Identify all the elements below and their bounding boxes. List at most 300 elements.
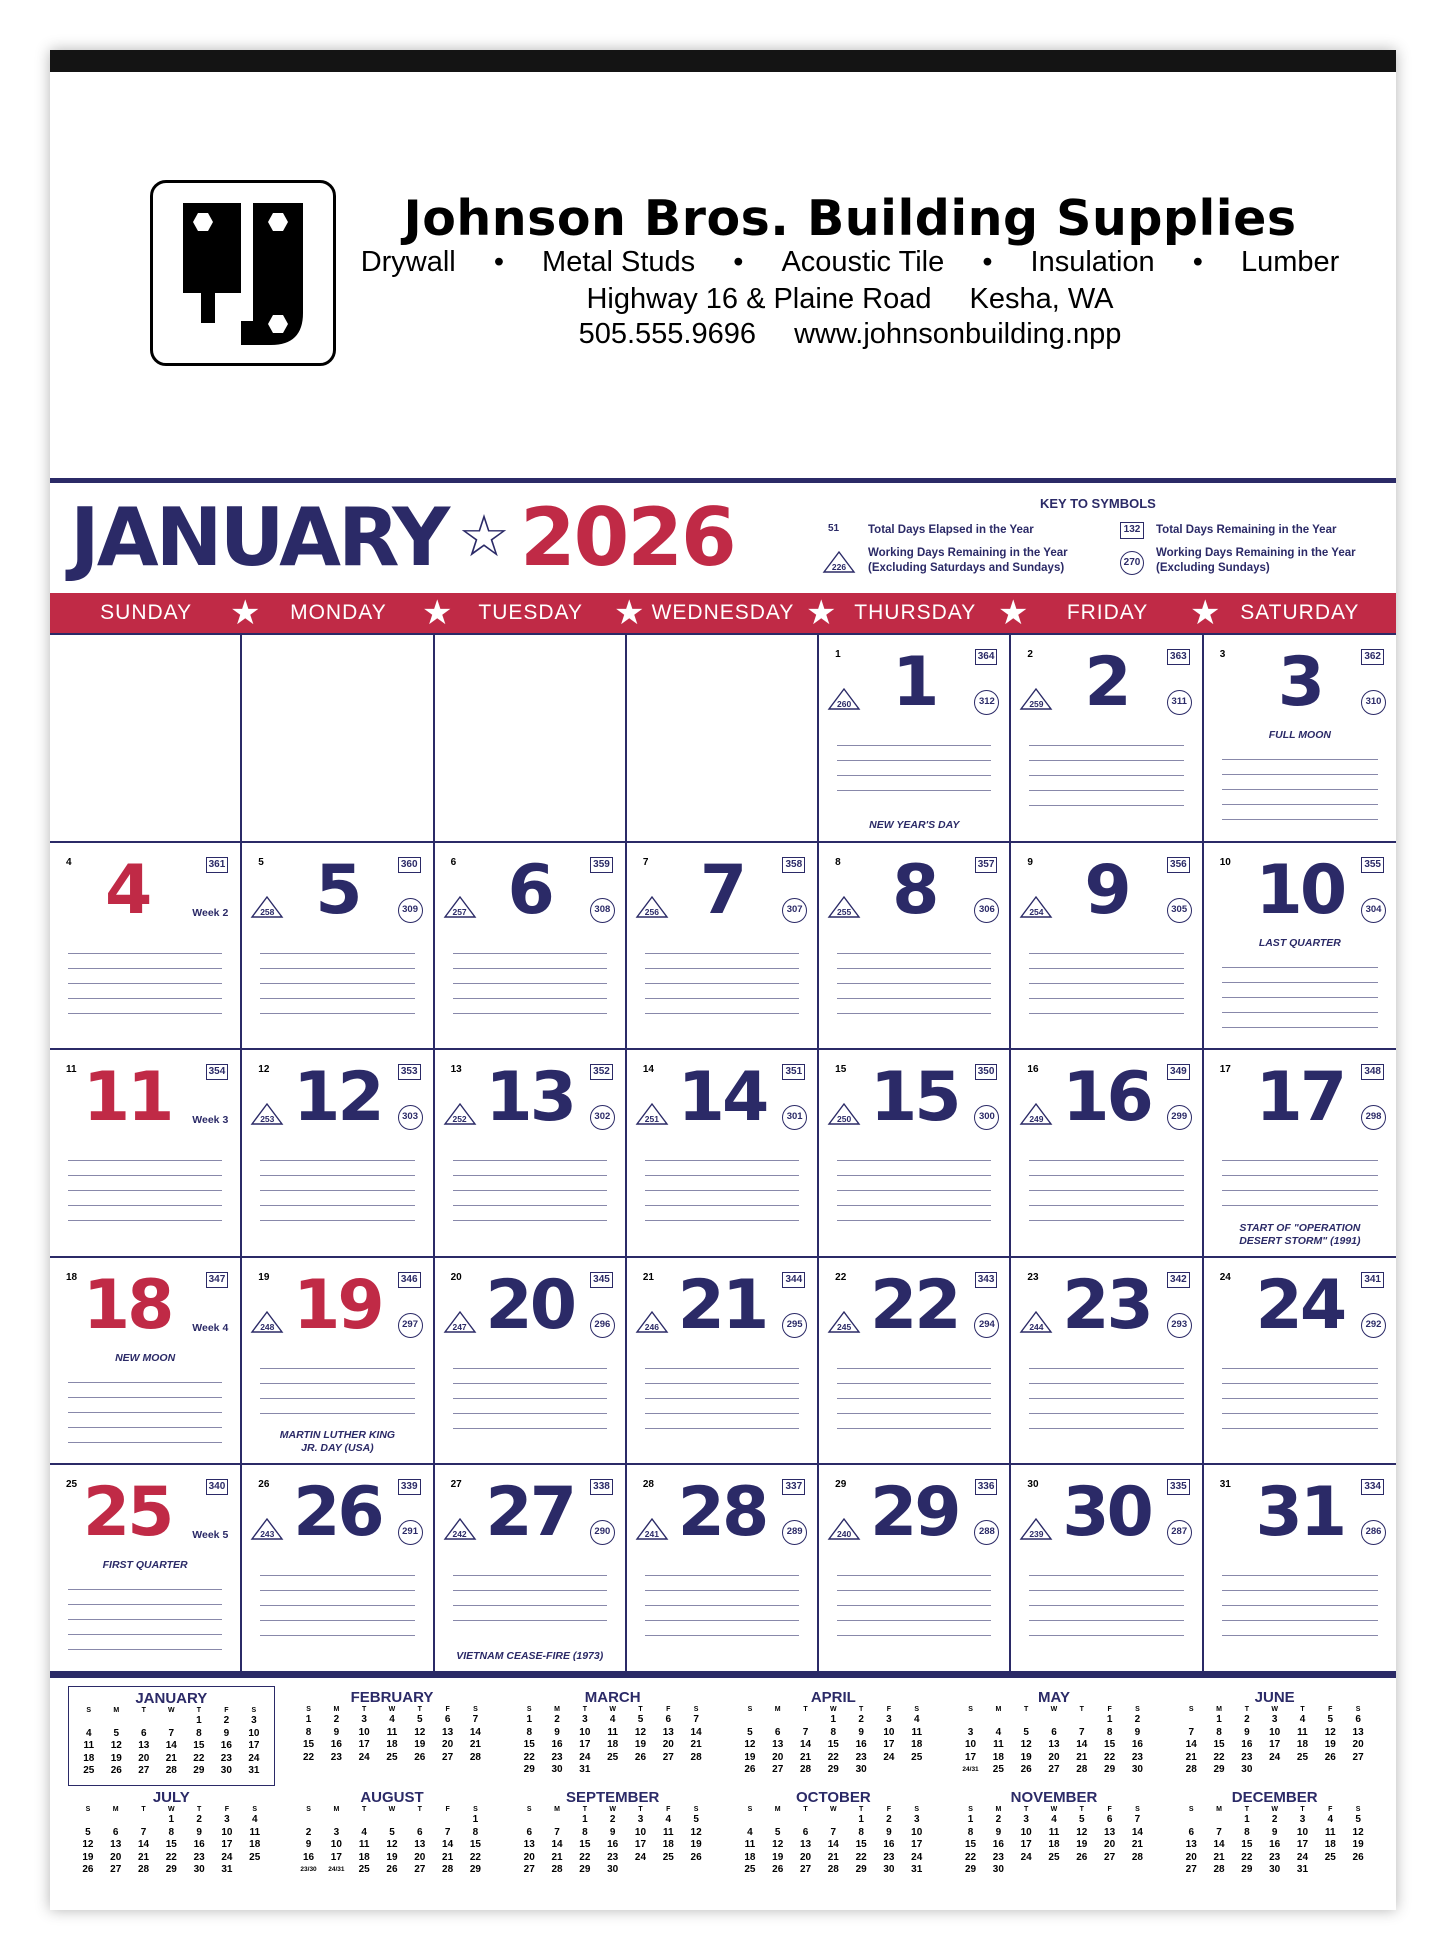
day-number: 7 bbox=[699, 850, 745, 930]
weekday-label: FRIDAY bbox=[1066, 601, 1149, 624]
days-remaining-box: 340 bbox=[206, 1479, 229, 1495]
mini-month bbox=[289, 1686, 496, 1786]
mini-week-row: 26 27 28 29 30 31 bbox=[82, 1864, 233, 1875]
mini-week-row: 1 2 3 4 5 6 7 bbox=[526, 1714, 699, 1725]
day-number: 20 bbox=[485, 1265, 575, 1345]
day-elapsed: 28 bbox=[642, 1479, 654, 1491]
days-remaining-box: 355 bbox=[1361, 857, 1384, 873]
day-cell[interactable] bbox=[1011, 635, 1203, 843]
day-elapsed: 2 bbox=[1027, 649, 1033, 660]
mini-week-row: 3 4 5 6 7 8 9 bbox=[967, 1726, 1141, 1738]
day-number: 31 bbox=[1255, 1473, 1345, 1553]
working-days-circle: 301 bbox=[782, 1105, 807, 1130]
day-number: 26 bbox=[293, 1473, 382, 1553]
product-item: Drywall bbox=[360, 246, 456, 278]
day-elapsed: 8 bbox=[835, 856, 841, 868]
day-cell[interactable] bbox=[819, 1465, 1011, 1673]
day-number: 11 bbox=[82, 1058, 172, 1138]
day-number: 15 bbox=[869, 1058, 959, 1138]
day-number: 3 bbox=[1277, 643, 1323, 722]
day-number: 4 bbox=[104, 850, 150, 930]
mini-month bbox=[730, 1786, 937, 1886]
day-cell[interactable] bbox=[819, 635, 1011, 843]
mini-month-title: JULY bbox=[152, 1789, 190, 1806]
mini-month bbox=[289, 1786, 496, 1886]
key-triangle-sample: 226 bbox=[822, 550, 856, 577]
day-cell[interactable] bbox=[627, 843, 819, 1051]
note-lines bbox=[453, 1146, 607, 1221]
days-remaining-box: 338 bbox=[590, 1479, 613, 1495]
day-elapsed: 24 bbox=[1219, 1271, 1231, 1283]
week-number: Week 5 bbox=[192, 1529, 229, 1542]
days-remaining-box: 344 bbox=[782, 1272, 805, 1288]
mini-week-row: 4 5 6 7 8 9 10 bbox=[85, 1727, 260, 1739]
key-title: KEY TO SYMBOLS bbox=[1040, 496, 1156, 511]
day-cell[interactable] bbox=[242, 843, 434, 1051]
day-elapsed: 27 bbox=[450, 1479, 462, 1491]
days-remaining-box: 348 bbox=[1361, 1064, 1384, 1080]
week-number: Week 2 bbox=[192, 906, 229, 919]
mini-week-row: 22 23 24 25 26 27 28 bbox=[302, 1751, 481, 1763]
note-lines bbox=[645, 939, 799, 1014]
day-number: 24 bbox=[1255, 1265, 1345, 1345]
week-number: Week 3 bbox=[192, 1114, 229, 1127]
week-number: Week 4 bbox=[192, 1321, 229, 1334]
day-number: 30 bbox=[1062, 1473, 1151, 1553]
mini-month bbox=[509, 1786, 716, 1886]
days-remaining-box: 353 bbox=[398, 1064, 421, 1080]
days-remaining-box: 358 bbox=[782, 857, 805, 873]
working-days-circle: 306 bbox=[974, 898, 999, 923]
day-elapsed: 4 bbox=[66, 856, 72, 868]
empty-day-cell bbox=[627, 635, 819, 843]
mini-week-row: 4 5 6 7 8 9 10 bbox=[747, 1826, 923, 1838]
phone-number: 505.555.9696 bbox=[578, 318, 757, 350]
working-days-triangle: 258 bbox=[250, 895, 284, 919]
working-days-triangle: 252 bbox=[443, 1102, 477, 1126]
working-days-circle: 291 bbox=[398, 1520, 423, 1545]
day-elapsed: 25 bbox=[66, 1479, 78, 1491]
mini-week-row: 19 20 21 22 23 24 25 bbox=[82, 1851, 261, 1863]
day-cell[interactable] bbox=[50, 1258, 242, 1466]
weekday-label: WEDNESDAY bbox=[651, 601, 795, 624]
day-number: 6 bbox=[507, 850, 552, 930]
day-cell[interactable] bbox=[1204, 1258, 1396, 1466]
mini-week-row: 6 7 8 9 10 11 12 bbox=[526, 1826, 702, 1838]
working-days-circle: 302 bbox=[590, 1105, 615, 1130]
contact-line bbox=[310, 318, 1390, 351]
note-lines bbox=[260, 1146, 414, 1221]
working-days-circle: 305 bbox=[1167, 898, 1192, 923]
month-title: JANUARY bbox=[70, 491, 448, 584]
key-remaining-box: 132 bbox=[1120, 522, 1144, 539]
mini-week-row: 1 2 3 4 bbox=[168, 1814, 258, 1825]
day-elapsed: 14 bbox=[642, 1064, 654, 1076]
product-item: Metal Studs bbox=[542, 246, 696, 278]
mini-week-row: 16 17 18 19 20 21 22 bbox=[302, 1851, 481, 1863]
working-days-circle: 295 bbox=[782, 1313, 807, 1338]
weekday-label: SATURDAY bbox=[1240, 601, 1360, 624]
day-number: 22 bbox=[869, 1265, 959, 1345]
working-days-triangle: 254 bbox=[1019, 895, 1053, 919]
mini-weekday-row: S M T W T F S bbox=[306, 1706, 478, 1713]
mini-month bbox=[68, 1786, 275, 1886]
working-days-circle: 309 bbox=[398, 898, 423, 923]
days-remaining-box: 362 bbox=[1361, 649, 1384, 665]
mini-week-row: 22 23 24 25 26 27 28 bbox=[964, 1851, 1143, 1863]
day-elapsed: 15 bbox=[835, 1064, 847, 1076]
note-lines bbox=[260, 939, 414, 1014]
day-elapsed: 5 bbox=[258, 856, 264, 868]
mini-week-row: 1 2 3 4 5 bbox=[582, 1814, 699, 1825]
day-cell[interactable] bbox=[1204, 1050, 1396, 1258]
star-icon: ★ bbox=[998, 594, 1029, 632]
working-days-triangle: 244 bbox=[1019, 1310, 1053, 1334]
day-elapsed: 1 bbox=[835, 649, 841, 660]
note-lines bbox=[453, 1354, 607, 1429]
mini-week-row: 18 19 20 21 22 23 24 bbox=[83, 1752, 260, 1764]
working-days-circle: 293 bbox=[1167, 1313, 1192, 1338]
working-days-circle: 304 bbox=[1361, 898, 1386, 923]
mini-week-row: 8 9 10 11 12 13 14 bbox=[526, 1726, 702, 1738]
hanger-strip bbox=[50, 50, 1396, 72]
star-icon: ☆ bbox=[458, 504, 510, 569]
mini-week-row: 28 29 30 bbox=[1185, 1764, 1253, 1775]
working-days-triangle: 251 bbox=[635, 1102, 669, 1126]
mini-month-title: SEPTEMBER bbox=[565, 1789, 660, 1806]
days-remaining-box: 336 bbox=[975, 1479, 998, 1495]
working-days-triangle: 259 bbox=[1019, 687, 1053, 711]
mini-week-row: 18 19 20 21 22 23 24 bbox=[744, 1851, 923, 1863]
star-icon: ★ bbox=[422, 594, 453, 632]
day-cell[interactable] bbox=[627, 1258, 819, 1466]
day-cell[interactable] bbox=[819, 1258, 1011, 1466]
mini-week-row: 1 2 3 4 5 bbox=[1244, 1814, 1361, 1825]
key-circle-sample: 270 bbox=[1120, 551, 1144, 575]
day-elapsed: 6 bbox=[450, 856, 457, 868]
day-cell[interactable] bbox=[1011, 1258, 1203, 1466]
weekday-label: TUESDAY bbox=[478, 601, 584, 624]
day-cell[interactable] bbox=[1011, 843, 1203, 1051]
mini-weekday-row: S M T W T F S bbox=[968, 1806, 1140, 1813]
working-days-circle: 288 bbox=[974, 1520, 999, 1545]
day-number: 17 bbox=[1255, 1058, 1345, 1138]
note-lines bbox=[260, 1354, 414, 1414]
working-days-triangle: 242 bbox=[443, 1517, 477, 1541]
holiday-note: MARTIN LUTHER KING JR. DAY (USA) bbox=[279, 1429, 396, 1455]
mini-week-row: 27 28 29 30 bbox=[523, 1864, 619, 1875]
mini-week-row: 15 16 17 18 19 20 21 bbox=[302, 1739, 481, 1750]
day-elapsed: 13 bbox=[450, 1064, 462, 1076]
working-days-triangle: 249 bbox=[1019, 1102, 1053, 1126]
mini-week-row: 27 28 29 30 31 bbox=[1185, 1864, 1309, 1875]
mini-month bbox=[730, 1686, 937, 1786]
mini-week-row: 12 13 14 15 16 17 18 bbox=[744, 1739, 923, 1750]
holiday-note: LAST QUARTER bbox=[1258, 936, 1341, 949]
day-number: 16 bbox=[1062, 1058, 1151, 1138]
day-cell[interactable] bbox=[819, 843, 1011, 1051]
day-cell[interactable] bbox=[1204, 843, 1396, 1051]
days-remaining-box: 345 bbox=[590, 1272, 613, 1288]
mini-week-row: 20 21 22 23 24 25 26 bbox=[523, 1851, 702, 1863]
day-cell[interactable] bbox=[1204, 635, 1396, 843]
days-remaining-box: 364 bbox=[975, 649, 998, 665]
mini-month-title: APRIL bbox=[810, 1689, 856, 1706]
working-days-triangle: 239 bbox=[1019, 1517, 1053, 1541]
mini-week-row: 13 14 15 16 17 18 19 bbox=[1185, 1839, 1364, 1850]
days-remaining-box: 347 bbox=[206, 1272, 229, 1288]
day-elapsed: 22 bbox=[835, 1271, 847, 1283]
day-elapsed: 9 bbox=[1027, 856, 1033, 868]
days-remaining-box: 360 bbox=[398, 857, 421, 873]
weekday-label: MONDAY bbox=[290, 601, 387, 624]
mini-month-title: AUGUST bbox=[360, 1789, 424, 1806]
empty-day-cell bbox=[242, 635, 434, 843]
working-days-circle: 310 bbox=[1361, 690, 1386, 715]
mini-week-row: 15 16 17 18 19 20 21 bbox=[964, 1839, 1143, 1850]
mini-week-row: 10 11 12 13 14 15 16 bbox=[964, 1739, 1143, 1750]
day-cell[interactable] bbox=[242, 1050, 434, 1258]
day-number: 8 bbox=[892, 850, 937, 930]
empty-day-cell bbox=[50, 635, 242, 843]
day-elapsed: 19 bbox=[258, 1271, 270, 1283]
day-elapsed: 16 bbox=[1027, 1064, 1039, 1076]
mini-week-row: 12 13 14 15 16 17 18 bbox=[82, 1839, 261, 1850]
holiday-note: START OF "OPERATION DESERT STORM" (1991) bbox=[1239, 1221, 1361, 1247]
note-lines bbox=[837, 731, 991, 791]
day-cell[interactable] bbox=[50, 1050, 242, 1258]
day-elapsed: 30 bbox=[1027, 1479, 1039, 1491]
day-number: 21 bbox=[677, 1265, 767, 1345]
note-lines bbox=[1029, 1354, 1183, 1429]
days-remaining-box: 339 bbox=[398, 1479, 421, 1495]
working-days-circle: 292 bbox=[1361, 1313, 1386, 1338]
mini-weekday-row: S M T W T F S bbox=[526, 1806, 699, 1813]
mini-month bbox=[1171, 1686, 1378, 1786]
mini-weekday-row: S M T W T F S bbox=[306, 1806, 478, 1813]
day-cell[interactable] bbox=[242, 1465, 434, 1673]
mini-month-title: MARCH bbox=[584, 1689, 641, 1706]
mini-month bbox=[951, 1786, 1158, 1886]
mini-week-row: 29 30 31 bbox=[523, 1764, 591, 1775]
day-elapsed: 31 bbox=[1219, 1479, 1231, 1491]
note-lines bbox=[453, 1561, 607, 1621]
holiday-note: VIETNAM CEASE-FIRE (1973) bbox=[456, 1649, 604, 1662]
working-days-triangle: 257 bbox=[443, 895, 477, 919]
days-remaining-box: 350 bbox=[975, 1064, 998, 1080]
day-number: 2 bbox=[1084, 643, 1129, 722]
mini-week-row: 1 2 3 4 5 6 7 bbox=[305, 1714, 479, 1725]
day-cell[interactable] bbox=[1204, 1465, 1396, 1673]
day-elapsed: 18 bbox=[66, 1271, 78, 1283]
mini-month bbox=[509, 1686, 716, 1786]
mini-month-title: DECEMBER bbox=[1231, 1789, 1318, 1806]
days-remaining-box: 357 bbox=[975, 857, 998, 873]
working-days-circle: 307 bbox=[782, 898, 807, 923]
note-lines bbox=[1029, 1561, 1183, 1636]
note-lines bbox=[260, 1561, 414, 1636]
working-days-circle: 294 bbox=[974, 1313, 999, 1338]
day-cell[interactable] bbox=[50, 1465, 242, 1673]
mini-week-row: 1 2 3 4 5 6 7 bbox=[967, 1814, 1141, 1825]
day-cell[interactable] bbox=[435, 1465, 627, 1673]
day-elapsed: 7 bbox=[642, 856, 649, 868]
working-days-circle: 290 bbox=[590, 1520, 615, 1545]
days-remaining-box: 363 bbox=[1167, 649, 1190, 665]
working-days-triangle: 253 bbox=[250, 1102, 284, 1126]
working-days-circle: 289 bbox=[782, 1520, 807, 1545]
mini-week-row: 15 16 17 18 19 20 21 bbox=[523, 1739, 702, 1750]
mini-month bbox=[951, 1686, 1158, 1786]
working-days-circle: 296 bbox=[590, 1313, 615, 1338]
month-grid bbox=[50, 633, 1396, 1673]
holiday-note: NEW YEAR'S DAY bbox=[869, 819, 960, 832]
mini-weekday-row: S M T W T F S bbox=[747, 1806, 920, 1813]
day-number: 1 bbox=[892, 643, 937, 722]
day-number: 5 bbox=[315, 850, 360, 930]
year-overview bbox=[68, 1686, 1378, 1886]
day-number: 10 bbox=[1255, 850, 1345, 930]
mini-week-row: 29 30 bbox=[964, 1864, 1004, 1875]
mini-weekday-row: S M T W T F S bbox=[86, 1707, 257, 1714]
days-remaining-box: 354 bbox=[206, 1064, 229, 1080]
mini-weekday-row: S M T W T F S bbox=[1188, 1806, 1361, 1813]
days-remaining-box: 352 bbox=[590, 1064, 613, 1080]
day-elapsed: 21 bbox=[642, 1271, 654, 1283]
days-remaining-box: 349 bbox=[1167, 1064, 1190, 1080]
working-days-circle: 303 bbox=[398, 1105, 423, 1130]
mini-week-row: 11 12 13 14 15 16 17 bbox=[83, 1740, 260, 1751]
note-lines bbox=[1222, 1561, 1378, 1636]
days-remaining-box: 341 bbox=[1361, 1272, 1384, 1288]
working-days-triangle: 248 bbox=[250, 1310, 284, 1334]
mini-weekday-row: S M T W T F S bbox=[1188, 1706, 1361, 1713]
mini-weekday-row: S M T W T F S bbox=[747, 1706, 920, 1713]
mini-week-row: 1 2 bbox=[1106, 1714, 1141, 1725]
mini-weekday-row: S M T W T F S bbox=[526, 1706, 699, 1713]
mini-week-row: 1 2 3 4 5 6 bbox=[1216, 1714, 1361, 1725]
mini-month-title: FEBRUARY bbox=[350, 1689, 434, 1706]
day-number: 25 bbox=[82, 1473, 172, 1553]
mini-week-row: 21 22 23 24 25 26 27 bbox=[1185, 1751, 1364, 1763]
note-lines bbox=[68, 1368, 222, 1443]
day-number: 9 bbox=[1084, 850, 1129, 930]
mini-week-row: 9 10 11 12 13 14 15 bbox=[305, 1839, 481, 1850]
note-lines bbox=[645, 1146, 799, 1221]
note-lines bbox=[68, 1575, 222, 1650]
note-lines bbox=[1029, 939, 1183, 1014]
note-lines bbox=[1029, 1146, 1183, 1221]
key-work-sun-label: Working Days Remaining in the Year (Excluding Sundays) bbox=[1156, 547, 1356, 574]
working-days-triangle: 245 bbox=[827, 1310, 861, 1334]
day-cell[interactable] bbox=[1011, 1465, 1203, 1673]
working-days-triangle: 250 bbox=[827, 1102, 861, 1126]
mini-week-row: 1 2 3 4 bbox=[830, 1714, 920, 1725]
product-item: Lumber bbox=[1240, 246, 1340, 278]
weekday-label: THURSDAY bbox=[854, 601, 977, 624]
day-cell[interactable] bbox=[435, 843, 627, 1051]
day-number: 13 bbox=[485, 1058, 575, 1138]
key-work-sat-label: Working Days Remaining in the Year (Excluding Saturdays and Sundays) bbox=[868, 547, 1068, 574]
day-cell[interactable] bbox=[50, 843, 242, 1051]
mini-week-row: 20 21 22 23 24 25 26 bbox=[1185, 1851, 1364, 1863]
day-cell[interactable] bbox=[1011, 1050, 1203, 1258]
mini-month-title: MAY bbox=[1038, 1689, 1070, 1706]
day-number: 23 bbox=[1062, 1265, 1151, 1345]
mini-month bbox=[1171, 1786, 1378, 1886]
mini-week-row: 8 9 10 11 12 13 14 bbox=[305, 1726, 481, 1738]
working-days-circle: 300 bbox=[974, 1105, 999, 1130]
days-remaining-box: 343 bbox=[975, 1272, 998, 1288]
working-days-triangle: 246 bbox=[635, 1310, 669, 1334]
working-days-triangle: 256 bbox=[635, 895, 669, 919]
holiday-note: FIRST QUARTER bbox=[102, 1559, 188, 1572]
mini-week-row: 13 14 15 16 17 18 19 bbox=[523, 1839, 702, 1850]
day-elapsed: 11 bbox=[66, 1064, 77, 1076]
day-cell[interactable] bbox=[819, 1050, 1011, 1258]
day-elapsed: 23 bbox=[1027, 1271, 1039, 1283]
day-cell[interactable] bbox=[435, 1258, 627, 1466]
product-list: Drywall • Metal Studs • Acoustic Tile • Insulation • Lumber bbox=[360, 246, 1340, 278]
star-icon: ★ bbox=[614, 594, 645, 632]
mini-week-row: 8 9 10 11 12 13 14 bbox=[967, 1826, 1143, 1838]
mini-week-row: 26 27 28 29 30 bbox=[744, 1764, 867, 1775]
j-bolt-logo-icon bbox=[150, 180, 336, 366]
mini-weekday-row: S M T W T F S bbox=[85, 1806, 258, 1813]
day-elapsed: 17 bbox=[1219, 1064, 1231, 1076]
day-elapsed: 29 bbox=[835, 1479, 847, 1491]
day-elapsed: 3 bbox=[1219, 649, 1226, 660]
product-item: Insulation bbox=[1030, 246, 1155, 278]
website-link[interactable]: www.johnsonbuilding.npp bbox=[794, 318, 1122, 350]
street-address: Highway 16 & Plaine Road bbox=[586, 283, 932, 315]
key-remaining-label: Total Days Remaining in the Year bbox=[1156, 524, 1337, 536]
mini-month-title: NOVEMBER bbox=[1010, 1789, 1098, 1806]
mini-week-row: 5 6 7 8 9 10 11 bbox=[747, 1726, 923, 1738]
year-title: 2026 bbox=[520, 491, 735, 584]
mini-week-row: 1 bbox=[472, 1814, 479, 1825]
note-lines bbox=[837, 1354, 991, 1429]
day-elapsed: 10 bbox=[1219, 856, 1231, 868]
note-lines bbox=[1222, 745, 1378, 820]
day-cell[interactable] bbox=[627, 1465, 819, 1673]
note-lines bbox=[68, 939, 222, 1014]
days-remaining-box: 356 bbox=[1167, 857, 1190, 873]
working-days-triangle: 260 bbox=[827, 687, 861, 711]
days-remaining-box: 351 bbox=[782, 1064, 805, 1080]
note-lines bbox=[645, 1561, 799, 1636]
note-lines bbox=[837, 1561, 991, 1636]
city-state: Kesha, WA bbox=[969, 283, 1114, 315]
key-elapsed-sample: 51 bbox=[828, 523, 840, 534]
bottom-rule bbox=[50, 1673, 1396, 1678]
mini-week-row: 14 15 16 17 18 19 20 bbox=[1185, 1739, 1364, 1750]
star-icon: ★ bbox=[1190, 594, 1221, 632]
days-remaining-box: 335 bbox=[1167, 1479, 1190, 1495]
mini-week-row: 1 2 3 bbox=[196, 1715, 257, 1726]
note-lines bbox=[837, 1146, 991, 1221]
working-days-circle: 298 bbox=[1361, 1105, 1386, 1130]
day-number: 29 bbox=[869, 1473, 959, 1553]
note-lines bbox=[1029, 731, 1183, 806]
note-lines bbox=[453, 939, 607, 1014]
day-cell[interactable] bbox=[242, 1258, 434, 1466]
holiday-note: NEW MOON bbox=[115, 1351, 176, 1364]
day-cell[interactable] bbox=[627, 1050, 819, 1258]
mini-week-row: 1 2 3 bbox=[858, 1814, 920, 1825]
day-cell[interactable] bbox=[435, 1050, 627, 1258]
title-rule bbox=[50, 478, 1396, 483]
